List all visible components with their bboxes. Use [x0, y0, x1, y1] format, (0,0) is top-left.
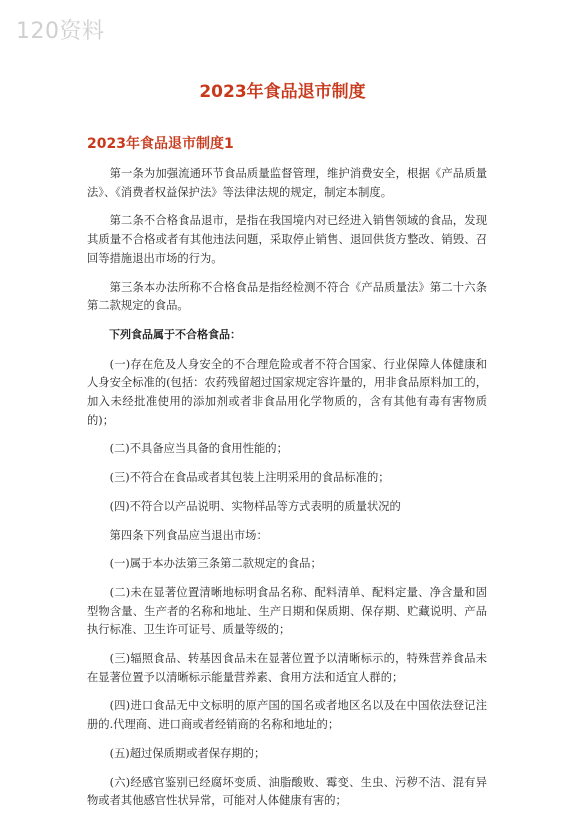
document-title: 2023年食品退市制度 — [199, 82, 366, 102]
list-item-2: (二)不具备应当具备的食用性能的； — [109, 442, 288, 456]
watermark-logo: 120资料 — [16, 19, 105, 44]
paragraph-article-4: 第四条下列食品应当退出市场： — [109, 528, 268, 542]
list-item-4: (四)不符合以产品说明、实物样品等方式表明的质量状况的 — [109, 499, 401, 513]
list-item-3: (三)不符合在食品或者其包装上注明采用的食品标准的； — [109, 471, 390, 485]
paragraph-article-2: 第二条不合格食品退市，是指在我国境内对已经进入销售领域的食品，发现其质量不合格或者有其他违法问题，采取停止销售、退回供货方整改、销毁、召回等措施退出市场的行为。 — [87, 214, 487, 265]
list-item-a5: (五)超过保质期或者保存期的； — [109, 746, 266, 760]
list-item-a6: (六)经感官鉴别已经腐坏变质、油脂酸败、霉变、生虫、污秽不洁、混有异物或者其他感官性状异常，可能对人体健康有害的； — [87, 775, 487, 808]
list-item-1: (一)存在危及人身安全的不合理危险或者不符合国家、行业保障人体健康和人身安全标准的(包括：农药残留超过国家规定容许量的，用非食品原料加工的，加入未经批准使用的添加剂或者非食品用化学物质的，含有其他有毒有害物质的)； — [87, 357, 487, 427]
list-item-a2: (二)未在显著位置清晰地标明食品名称、配料清单、配料定量、净含量和固型物含量、生产者的名称和地址、生产日期和保质期、保存期、贮藏说明、产品执行标准、卫生许可证号、质量等级的； — [87, 585, 487, 637]
list-item-a1: (一)属于本办法第三条第二款规定的食品； — [109, 557, 322, 571]
paragraph-article-1: 第一条为加强流通环节食品质量监督管理，维护消费安全，根据《产品质量法》、《消费者权益保护法》等法律法规的规定，制定本制度。 — [87, 167, 487, 199]
subheading-unqualified-foods: 下列食品属于不合格食品： — [109, 327, 241, 341]
list-item-a4: (四)进口食品无中文标明的原产国的国名或者地区名以及在中国依法登记注册的.代理商、进口商或者经销商的名称和地址的； — [87, 699, 487, 732]
list-item-a3: (三)辐照食品、转基因食品未在显著位置予以清晰标示的，特殊营养食品未在显著位置予以清晰标示能量营养素、食用方法和适宜人群的； — [87, 652, 487, 684]
paragraph-article-3: 第三条本办法所称不合格食品是指经检测不符合《产品质量法》第二十六条第二款规定的食品。 — [87, 280, 487, 313]
section-title: 2023年食品退市制度1 — [87, 136, 234, 152]
document-body — [87, 165, 487, 821]
